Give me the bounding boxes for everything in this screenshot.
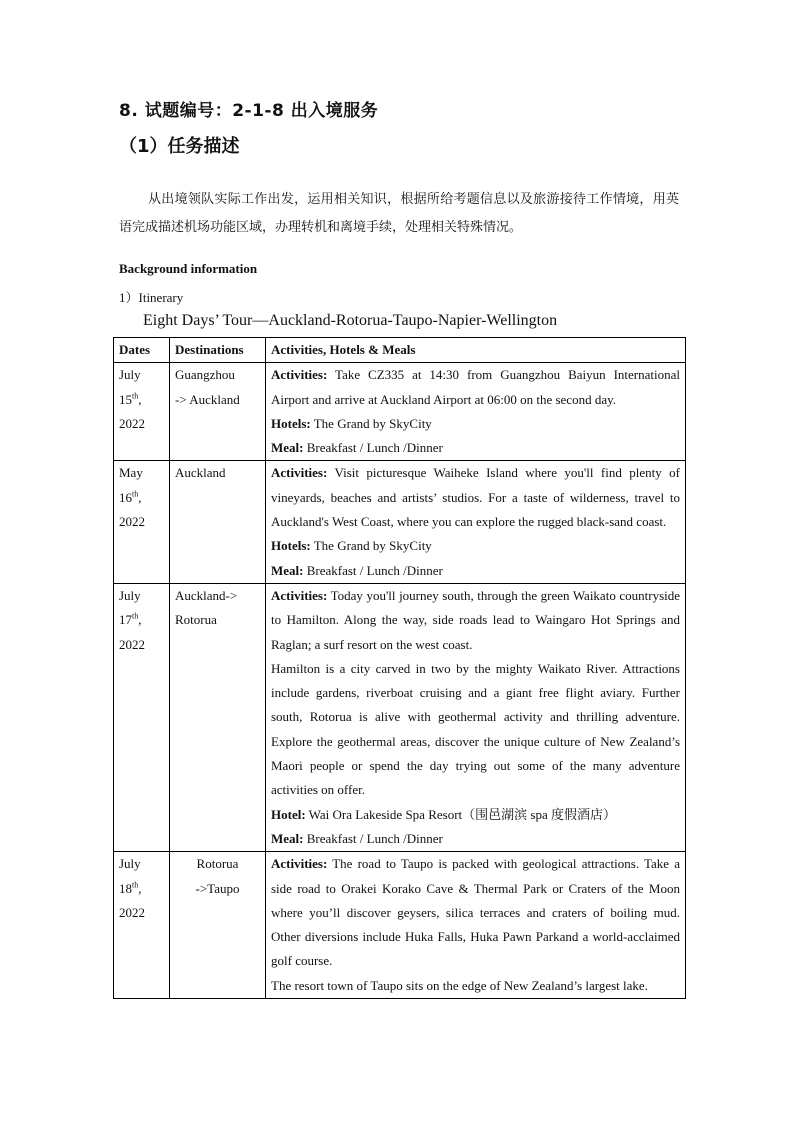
table-row <box>114 583 686 851</box>
hotel-line: Hotels: The Grand by SkyCity <box>271 415 432 431</box>
date-year: 2022 <box>119 514 145 530</box>
date-month: July <box>119 367 141 383</box>
destination-from: Auckland-> <box>175 587 238 603</box>
activities-text: Activities: Visit picturesque Waiheke Island where you'll find plenty of vineyards, beaches and artists’ studios. For a taste of wilderness, travel to Auckland's West Coast, where you can explore the rugged black-sand coast. <box>271 465 681 530</box>
activities-extra-text: Hamilton is a city carved in two by the mighty Waikato River. Attractions include gardens, riverboat cruising and a giant free flight aviary. Further south, Rotorua is alive with geothermal activity and thrilling adventure. Explore the geothermal areas, discover the unique culture of New Zealand’s Maori people or spend the day trying out some of the many adventure activities on offer. <box>271 660 680 798</box>
destination-cell <box>170 583 266 851</box>
date-cell <box>114 461 170 583</box>
activities-text: Activities: The road to Taupo is packed with geological attractions. Take a side road to Orakei Korako Cave & Thermal Park or Craters of the Moon where you’ll discover geysers, silica terraces and craters of boiling mud. Other diversions include Huka Falls, Huka Pawn Parkand a world-acclaimed golf course. <box>271 856 681 969</box>
destination-from: Guangzhou <box>175 367 235 383</box>
date-day: 15th, <box>119 391 142 407</box>
destination-from: Rotorua <box>196 856 239 872</box>
hotel-line: Hotels: The Grand by SkyCity <box>271 538 432 554</box>
date-month: July <box>119 587 141 603</box>
date-year: 2022 <box>119 904 145 920</box>
task-description-heading: （1）任务描述 <box>119 136 240 157</box>
header-dates: Dates <box>114 338 170 363</box>
activities-extra-text: The resort town of Taupo sits on the edge of New Zealand’s largest lake. <box>271 977 648 993</box>
destination-from: Auckland <box>175 465 226 481</box>
destination-cell <box>170 363 266 461</box>
hotel-line: Hotel: Wai Ora Lakeside Spa Resort（围邑湖滨 spa 度假酒店） <box>271 806 616 822</box>
itinerary-table <box>113 337 686 999</box>
destination-to: ->Taupo <box>195 880 240 896</box>
destination-to: -> Auckland <box>175 391 240 407</box>
tour-title: Eight Days’ Tour—Auckland-Rotorua-Taupo-Napier-Wellington <box>143 312 558 329</box>
activities-text: Activities: Take CZ335 at 14:30 from Guangzhou Baiyun International Airport and arrive at Auckland Airport at 06:00 on the second day. <box>271 367 680 407</box>
table-row <box>114 852 686 999</box>
date-year: 2022 <box>119 636 145 652</box>
table-row <box>114 461 686 583</box>
date-month: May <box>119 465 143 481</box>
destination-to: Rotorua <box>175 612 217 628</box>
activities-cell <box>266 461 686 583</box>
destination-cell <box>170 461 266 583</box>
meal-line: Meal: Breakfast / Lunch /Dinner <box>271 562 443 578</box>
date-cell <box>114 583 170 851</box>
meal-line: Meal: Breakfast / Lunch /Dinner <box>271 440 443 456</box>
meal-line: Meal: Breakfast / Lunch /Dinner <box>271 830 443 846</box>
date-year: 2022 <box>119 415 145 431</box>
table-header-row <box>114 338 686 363</box>
date-cell <box>114 852 170 999</box>
background-information-title: Background information <box>119 261 258 276</box>
date-day: 17th, <box>119 611 142 628</box>
activities-cell <box>266 852 686 999</box>
date-cell <box>114 363 170 461</box>
header-destinations: Destinations <box>170 338 266 363</box>
itinerary-label: 1）Itinerary <box>119 290 184 305</box>
destination-cell <box>170 852 266 999</box>
activities-cell <box>266 363 686 461</box>
task-description-paragraph: 从出境领队实际工作出发，运用相关知识，根据所给考题信息以及旅游接待工作情境，用英语完成描述机场功能区域，办理转机和离境手续，处理相关特殊情况。 <box>119 192 679 235</box>
header-activities: Activities, Hotels & Meals <box>266 338 686 363</box>
date-day: 16th, <box>119 489 142 505</box>
activities-text: Activities: Today you'll journey south, through the green Waikato countryside to Hamilton. Along the way, side roads lead to Waingaro Hot Springs and Raglan; a surf resort on the west coast. <box>271 587 681 652</box>
activities-cell <box>266 583 686 851</box>
date-day: 18th, <box>119 880 142 896</box>
date-month: July <box>119 856 141 872</box>
question-heading: 8. 试题编号：2-1-8 出入境服务 <box>119 101 379 121</box>
table-row <box>114 363 686 461</box>
